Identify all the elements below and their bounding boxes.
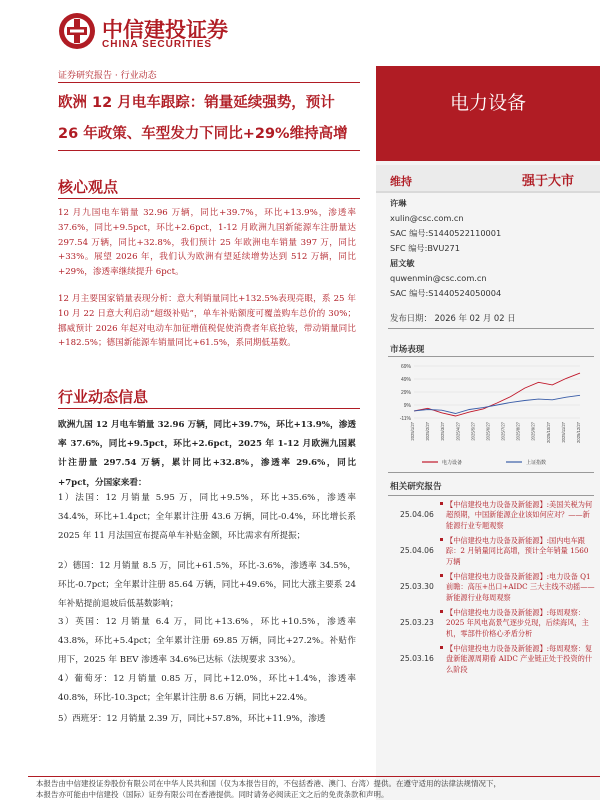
related-report-date: 25.03.23 — [400, 618, 434, 627]
related-report-item[interactable] — [388, 570, 598, 606]
y-tick-label: -11% — [399, 416, 411, 422]
bullet-icon — [440, 610, 443, 613]
related-report-item[interactable] — [388, 534, 598, 570]
x-tick-label: 2025/3/27 — [440, 422, 446, 441]
related-report-item[interactable] — [388, 498, 598, 534]
x-tick-label: 2025/9/27 — [530, 422, 536, 441]
core-view-paragraph-1: 12 月九国电车销量 32.96 万辆，同比+39.7%，环比+13.9%，渗透率 37.6%，同比+9.5pct，环比+2.6pct，1-12 月欧洲九国新能源车注册量达 297.54 万辆，同比+32.8%，我们预计 25 年欧洲电车销量 397 万，同比+33%。展望 2026 年，我们认为欧洲有望延续增势达到 512 万辆，同比+29%，渗透率继续提升 6pct。 — [58, 208, 356, 278]
related-report-item[interactable] — [388, 642, 598, 678]
related-reports-list — [388, 498, 598, 678]
index-line — [414, 395, 580, 413]
disclaimer-line-1: 本报告由中信建投证券股份有限公司在中华人民共和国（仅为本报告目的，不包括香港、澳门、台湾）提供。在遵守适用的法律法规情况下， — [36, 779, 501, 788]
report-title — [58, 88, 363, 150]
report-type: 证券研究报告 · 行业动态 — [58, 71, 157, 81]
sector-line — [414, 373, 580, 416]
date-divider — [388, 328, 594, 329]
industry-dynamics-heading: 行业动态信息 — [58, 388, 149, 406]
related-report-title[interactable]: 【中信建投电力设备及新能源】:每周观察：2025 年风电高景气逐步兑现，后续海风，主机，零部件价格心矛盾分析 — [446, 608, 589, 638]
y-tick-label: 49% — [400, 377, 411, 383]
related-report-title[interactable]: 【中信建投电力设备及新能源】:每周观察：复盘新能源周期看 AIDC 产业链正处于投资的什么阶段 — [446, 644, 593, 674]
analyst-name: 许琳 — [390, 198, 407, 208]
related-report-date: 25.03.30 — [400, 582, 434, 591]
chart-divider-bottom — [388, 472, 594, 473]
related-report-date: 25.03.16 — [400, 654, 434, 663]
related-report-title[interactable]: 【中信建投电力设备及新能源】:电力设备 Q1 前瞻：高压+出口+AIDC 三大主线不动摇——新能源行业每周观察 — [446, 572, 595, 602]
market-performance-chart — [388, 358, 594, 472]
country-item-germany: 2）德国：12 月销量 8.5 万，同比+61.5%，环比-3.6%，渗透率 34.5%，环比-0.7pct；全年累计注册 85.64 万辆，同比+49.6%，同比大涨主要系 24 年补贴提前退坡后低基数影响； — [58, 561, 356, 610]
y-tick-label: 69% — [400, 364, 411, 370]
publish-date: 发布日期： 2026 年 02 月 02 日 — [390, 313, 516, 323]
sector-banner — [376, 66, 600, 161]
analyst-email[interactable]: xulin@csc.com.cn — [390, 213, 464, 223]
x-tick-label: 2025/8/27 — [515, 422, 521, 441]
analyst-sac-number: SAC 编号:S1440522110001 — [390, 228, 502, 238]
rating-bar — [376, 165, 600, 193]
analyst-email[interactable]: quwenmin@csc.com.cn — [390, 273, 487, 283]
company-logo — [58, 12, 228, 56]
x-tick-label: 2025/7/27 — [500, 422, 506, 441]
core-view-divider — [58, 198, 360, 199]
related-reports-heading: 相关研究报告 — [390, 482, 442, 492]
bullet-icon — [440, 574, 443, 577]
x-tick-label: 2025/11/27 — [560, 422, 566, 443]
company-logo-icon — [58, 12, 96, 50]
bullet-icon — [440, 646, 443, 649]
bullet-icon — [440, 538, 443, 541]
x-tick-label: 2025/1/27 — [410, 422, 415, 441]
country-item-uk: 3）英国：12 月销量 6.4 万，同比+13.6%，环比+10.5%，渗透率 43.8%，环比+5.4pct；全年累计注册 69.85 万辆，同比+27.2%。补贴作用下，2025 年 BEV 渗透率 34.6%已达标（法规要求 33%）。 — [58, 617, 356, 666]
title-divider-top — [58, 82, 360, 83]
y-tick-label: 9% — [403, 403, 411, 409]
core-view-paragraph-2: 12 月主要国家销量表现分析：意大利销量同比+132.5%表现亮眼，系 25 年 10 月 22 日意大利启动“超级补贴”，单车补贴额度可覆盖购车总价的 30%；挪威预计 2026 年起对电动车加征增值税促使消费者年底抢装，带动销量同比+182.5%；德国新能源车销量同比+61.5%，系同期低基数。 — [58, 294, 356, 349]
logo-chinese-name: 中信建投证券 — [102, 18, 228, 42]
related-report-date: 25.04.06 — [400, 510, 434, 519]
bullet-icon — [440, 502, 443, 505]
logo-english-name: CHINA SECURITIES — [102, 39, 213, 50]
related-report-date: 25.04.06 — [400, 546, 434, 555]
legend-index-label: 上证指数 — [526, 460, 547, 466]
disclaimer-line-2: 本报告亦可能由中信建投（国际）证券有限公司在香港提供。同时请务必阅读正文之后的免责条款和声明。 — [36, 790, 389, 799]
analyst-sac-number: SAC 编号:S1440524050004 — [390, 288, 502, 298]
country-item-portugal: 4）葡萄牙：12 月销量 0.85 万，同比+12.0%，环比+1.4%，渗透率 40.8%，环比-10.3pct；全年累计注册 8.6 万辆，同比+22.4%。 — [58, 674, 356, 704]
market-performance-heading: 市场表现 — [390, 345, 425, 355]
title-divider-bottom — [58, 150, 360, 151]
disclaimer-footer — [36, 778, 600, 800]
x-tick-label: 2025/5/27 — [470, 422, 476, 441]
analyst-name: 屈文敏 — [390, 258, 415, 268]
sector-label: 电力设备 — [449, 92, 526, 114]
related-report-title[interactable]: 【中信建投电力设备及新能源】:国内电车跟踪：2 月销量同比高增，预计全年销量 1560 万辆 — [446, 536, 589, 566]
footer-divider — [28, 776, 600, 777]
legend-sector-label: 电力设备 — [442, 460, 463, 466]
chart-divider-top — [388, 356, 594, 357]
related-report-item[interactable] — [388, 606, 598, 642]
industry-dynamics-divider — [58, 408, 360, 409]
country-item-france: 1）法国：12 月销量 5.95 万，同比+9.5%，环比+35.6%，渗透率 34.4%，环比+1.4pct；全年累计注册 43.6 万辆，同比-0.4%，环比增长系 2025 年 11 月法国宣布提高单车补贴金额，环比需求有所提振； — [58, 493, 356, 542]
rating-action: 维持 — [390, 175, 412, 188]
x-tick-label: 2025/2/27 — [425, 422, 431, 441]
x-tick-label: 2025/10/27 — [545, 422, 551, 443]
related-reports-divider — [388, 495, 594, 496]
report-title-line-1: 欧洲 12 月电车跟踪：销量延续强势，预计 — [58, 95, 335, 111]
analyst-sfc-number: SFC 编号:BVU271 — [390, 243, 460, 253]
x-tick-label: 2025/12/27 — [576, 422, 581, 443]
rating-value: 强于大市 — [521, 174, 574, 189]
report-title-line-2: 26 年政策、车型发力下同比+29%维持高增 — [58, 126, 348, 142]
related-report-title[interactable]: 【中信建投电力设备及新能源】:美国关税为何超预期，中国新能源企业该如何应对？——新能源行业专题观察 — [446, 500, 593, 530]
y-tick-label: 29% — [400, 390, 411, 396]
analyst-info — [390, 196, 590, 301]
industry-intro: 欧洲九国 12 月电车销量 32.96 万辆，同比+39.7%，环比+13.9%，渗透率 37.6%，同比+9.5pct，环比+2.6pct，2025 年 1-12 月欧洲九国累计注册量 297.54 万辆，累计同比+32.8%，渗透率 29.6%，同比+7pct，分国家来看： — [58, 420, 356, 488]
country-item-spain: 5）西班牙：12 月销量 2.39 万，同比+57.8%，环比+11.9%，渗透 — [58, 714, 326, 724]
x-tick-label: 2025/6/27 — [485, 422, 491, 441]
x-tick-label: 2025/4/27 — [455, 422, 461, 441]
core-view-heading: 核心观点 — [58, 178, 119, 196]
